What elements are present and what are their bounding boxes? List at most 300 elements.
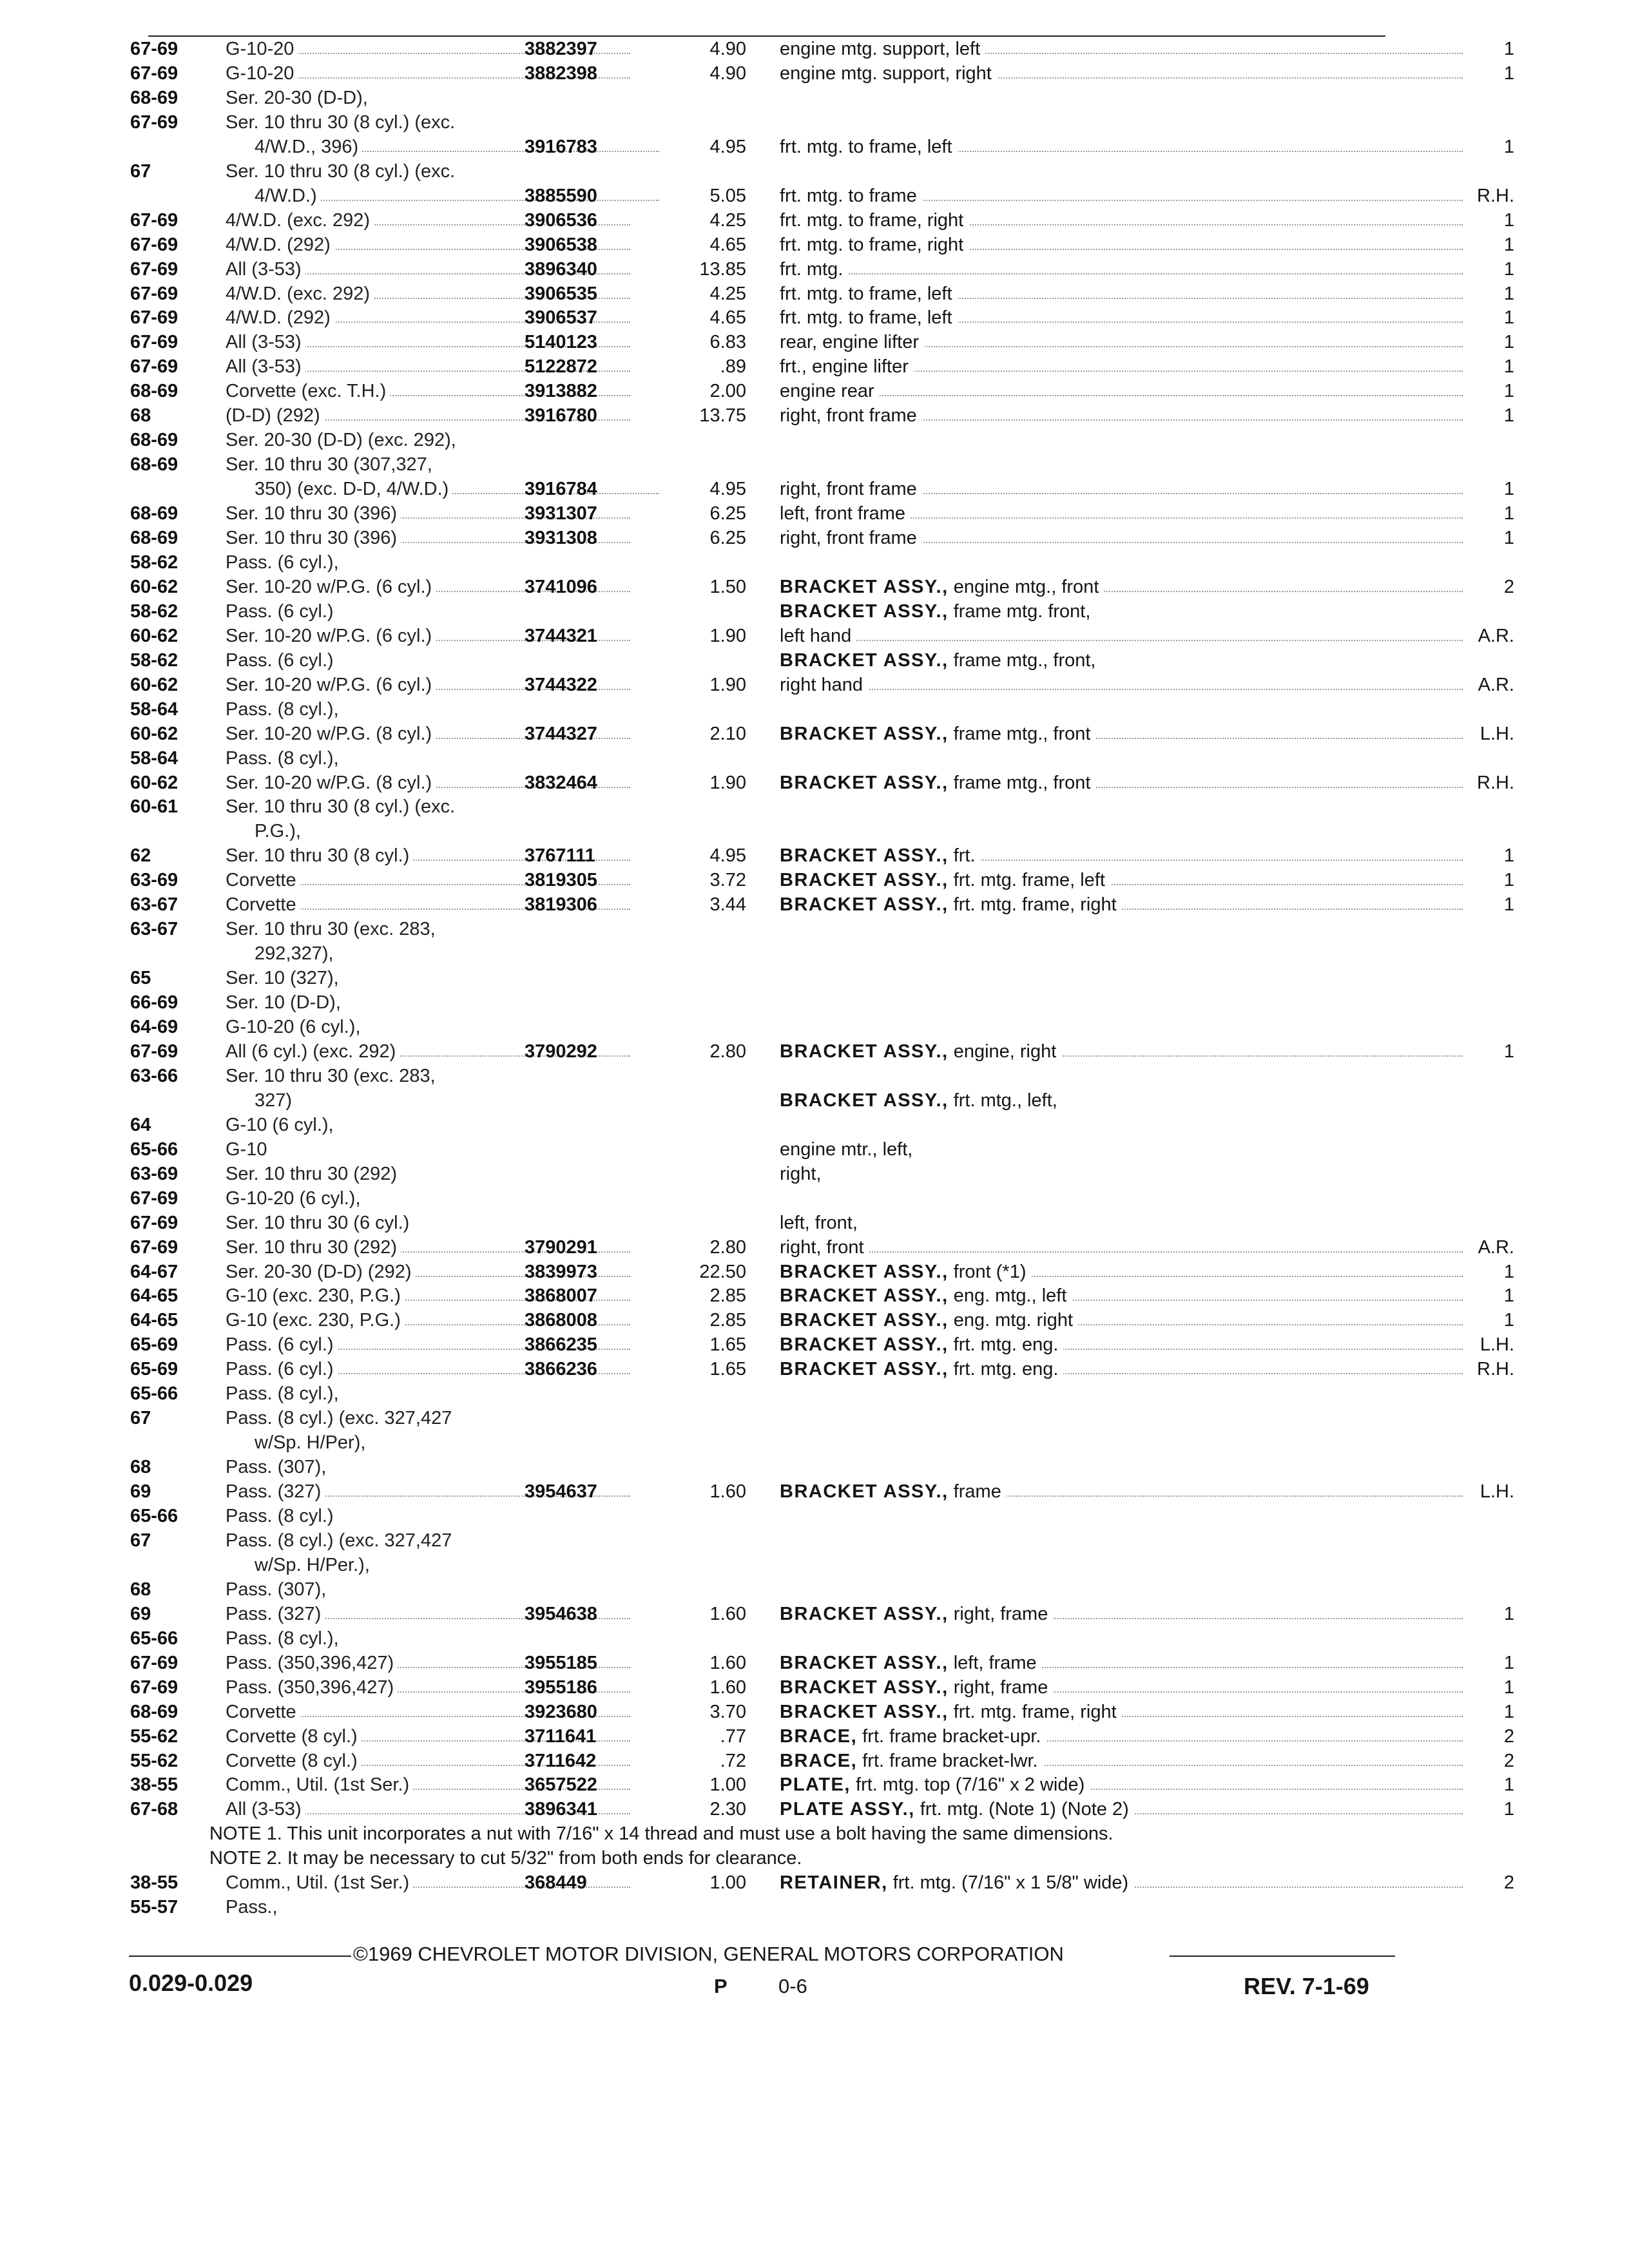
parts-row [116, 649, 1405, 673]
part-number: 3741096 [525, 576, 597, 597]
part-number: 3896341 [525, 1799, 597, 1820]
description-text: frame mtg., front [953, 772, 1091, 793]
parts-row [116, 453, 1405, 477]
description-text: frt. mtg. to frame, left [780, 136, 952, 157]
list-price: 1.00 [709, 1774, 746, 1796]
list-price: 2.00 [709, 381, 746, 402]
description-cell [780, 673, 1463, 697]
list-price: 4.65 [709, 234, 746, 255]
model-cell [255, 477, 659, 501]
description-cell [780, 1211, 1463, 1235]
model-application: G-10 [226, 1139, 271, 1160]
parts-row [116, 1162, 1405, 1186]
parts-row [116, 747, 1405, 771]
model-application: Ser. 10 (D-D), [226, 992, 345, 1013]
parts-row [116, 844, 1514, 868]
parts-row [116, 893, 1514, 917]
parts-row [116, 1749, 1514, 1773]
description-cell [780, 355, 1463, 379]
part-name: BRACKET ASSY., [780, 601, 949, 622]
model-cell [226, 428, 630, 452]
part-description [780, 1481, 1007, 1502]
model-years: 67-69 [130, 283, 178, 304]
model-application: Ser. 20-30 (D-D), [226, 88, 372, 108]
section-code: 0.029-0.029 [129, 1970, 253, 1996]
part-description [780, 1041, 1061, 1062]
parts-row [116, 1456, 1405, 1479]
description-text: right, front [780, 1236, 864, 1258]
dot-leader [780, 395, 1463, 396]
model-years: 68-69 [130, 454, 178, 476]
parts-row [116, 111, 1405, 135]
part-name: BRACKET ASSY., [780, 894, 949, 916]
description-text: frame mtg. front, [953, 601, 1091, 622]
model-years: 60-62 [130, 625, 178, 646]
quantity: 1 [1503, 1652, 1514, 1673]
description-cell [780, 37, 1463, 61]
model-cell [255, 1089, 659, 1113]
model-years: 60-62 [130, 576, 178, 597]
model-cell [226, 698, 630, 722]
list-price: 1.50 [709, 576, 746, 597]
model-application: Ser. 10-20 w/P.G. (8 cyl.) [226, 773, 436, 793]
description-cell [780, 1651, 1463, 1675]
part-number: 3931308 [525, 528, 597, 548]
parts-row [116, 869, 1514, 892]
model-cell [226, 1138, 630, 1162]
part-number: 3839973 [525, 1261, 597, 1282]
parts-row [116, 1309, 1514, 1332]
part-description [780, 381, 880, 401]
list-price: 4.95 [709, 479, 746, 500]
model-application: G-10 (6 cyl.), [226, 1115, 338, 1135]
description-text: engine mtr., left, [780, 1139, 913, 1160]
model-cell [226, 747, 630, 771]
description-cell [780, 1700, 1463, 1724]
list-price: .77 [720, 1725, 746, 1747]
part-description [780, 1751, 1043, 1771]
model-years: 67-69 [130, 1677, 178, 1698]
model-application: Ser. 10 thru 30 (8 cyl.) (exc. [226, 796, 459, 817]
description-text: right, frame [953, 1677, 1048, 1698]
parts-row [116, 37, 1514, 61]
model-application: Pass. (307), [226, 1579, 330, 1600]
model-cell [226, 795, 630, 819]
list-price: 1.60 [709, 1652, 746, 1673]
quantity: 1 [1503, 136, 1514, 157]
quantity: A.R. [1478, 1236, 1514, 1258]
top-rule [148, 35, 1385, 37]
part-number: 3923680 [525, 1701, 597, 1722]
list-price: 1.90 [709, 772, 746, 793]
model-application: Ser. 10-20 w/P.G. (8 cyl.) [226, 724, 436, 744]
model-application: 4/W.D. (exc. 292) [226, 284, 374, 304]
parts-row [116, 1382, 1405, 1406]
description-text: engine mtg. support, right [780, 62, 992, 84]
part-number: 3819306 [525, 894, 597, 916]
quantity: 1 [1503, 1774, 1514, 1796]
model-application: Ser. 10 thru 30 (exc. 283, [226, 1066, 439, 1086]
description-text: left, front frame [780, 503, 906, 524]
list-price: 1.65 [709, 1359, 746, 1380]
parts-row [116, 477, 1514, 501]
quantity: A.R. [1478, 674, 1514, 695]
model-years: 68-69 [130, 528, 178, 548]
description-cell [780, 771, 1463, 795]
part-number: 3906535 [525, 283, 597, 304]
parts-row [116, 258, 1514, 282]
model-years: 67 [130, 160, 151, 182]
model-years: 68 [130, 405, 151, 427]
model-cell [226, 551, 630, 575]
parts-row [116, 1407, 1405, 1430]
footer-rule-left [129, 1956, 351, 1957]
quantity: 1 [1503, 332, 1514, 353]
parts-row [116, 86, 1405, 110]
model-years: 65-66 [130, 1383, 178, 1405]
description-cell [780, 722, 1463, 746]
model-years: 68-69 [130, 430, 178, 451]
part-description [780, 773, 1095, 793]
part-name: BRACKET ASSY., [780, 1285, 949, 1307]
description-text: frame mtg., front, [953, 649, 1096, 671]
quantity: 1 [1503, 845, 1514, 867]
part-name: BRACE, [780, 1750, 858, 1771]
part-description [780, 186, 922, 206]
note-text: NOTE 1. This unit incorporates a nut with 7/16" x 14 thread and must use a bolt having the same dimensions. [209, 1823, 1113, 1845]
list-price: 1.60 [709, 1481, 746, 1503]
dot-leader [780, 640, 1463, 641]
description-text: frt. mtg. to frame, left [780, 283, 952, 304]
model-years: 67-69 [130, 307, 178, 329]
model-application: Pass. (6 cyl.), [226, 552, 343, 573]
parts-row [116, 306, 1514, 330]
part-name: BRACKET ASSY., [780, 576, 949, 597]
model-application: Pass. (8 cyl.) [226, 1506, 338, 1526]
description-text: frt. mtg., left, [953, 1090, 1057, 1111]
quantity: 1 [1503, 528, 1514, 548]
model-application: Corvette (8 cyl.) [226, 1726, 361, 1747]
model-years: 67-69 [130, 1212, 178, 1233]
description-text: engine mtg., front [953, 576, 1099, 597]
parts-row [116, 1651, 1514, 1675]
model-years: 60-62 [130, 674, 178, 695]
quantity: 2 [1503, 1872, 1514, 1894]
model-years: 60-61 [130, 796, 178, 818]
part-name: BRACKET ASSY., [780, 1603, 949, 1624]
model-application: Comm., Util. (1st Ser.) [226, 1774, 413, 1795]
list-price: 5.05 [709, 185, 746, 206]
parts-row [116, 1896, 1405, 1919]
quantity: 1 [1503, 209, 1514, 231]
parts-row [116, 380, 1514, 403]
part-description [780, 675, 868, 695]
description-text: front (*1) [953, 1261, 1027, 1282]
page-number: 0-6 [778, 1975, 807, 1997]
quantity: 2 [1503, 576, 1514, 597]
model-cell [226, 991, 630, 1015]
description-text: left, front, [780, 1212, 858, 1233]
parts-row [116, 428, 1405, 452]
part-name: BRACKET ASSY., [780, 845, 949, 867]
list-price: 3.44 [709, 894, 746, 916]
model-years: 60-62 [130, 772, 178, 793]
part-description [780, 1702, 1122, 1722]
model-cell [255, 184, 659, 208]
part-description [780, 528, 922, 548]
model-years: 58-62 [130, 649, 178, 671]
description-text: engine rear [780, 381, 874, 402]
list-price: .89 [720, 356, 746, 378]
model-application: Pass. (8 cyl.), [226, 1383, 343, 1404]
parts-row [116, 624, 1514, 648]
model-years: 65-69 [130, 1359, 178, 1380]
model-years: 67 [130, 1408, 151, 1429]
model-years: 68-69 [130, 381, 178, 402]
model-years: 64-69 [130, 1017, 178, 1037]
list-price: .72 [720, 1750, 746, 1771]
part-number: 3896340 [525, 258, 597, 280]
part-number: 3906538 [525, 234, 597, 255]
parts-row [116, 1725, 1514, 1749]
part-number: 3832464 [525, 772, 597, 793]
model-application: Ser. 10 thru 30 (6 cyl.) [226, 1213, 413, 1233]
description-cell [780, 404, 1463, 428]
parts-row [116, 942, 1405, 966]
model-cell [226, 1627, 630, 1651]
part-description [780, 307, 958, 328]
part-description [780, 1334, 1063, 1355]
quantity: 1 [1503, 503, 1514, 524]
parts-row [116, 722, 1514, 746]
part-name: PLATE, [780, 1774, 851, 1796]
description-cell [780, 869, 1463, 892]
part-number: 3954638 [525, 1603, 597, 1624]
part-number: 368449 [525, 1872, 587, 1894]
quantity: 1 [1503, 1603, 1514, 1624]
part-name: BRACKET ASSY., [780, 1334, 949, 1356]
quantity: 1 [1503, 62, 1514, 84]
description-cell [780, 526, 1463, 550]
model-years: 68-69 [130, 1701, 178, 1722]
part-description [780, 39, 985, 59]
model-cell [226, 1211, 630, 1235]
quantity: 1 [1503, 405, 1514, 427]
model-years: 67-69 [130, 62, 178, 84]
description-text: frt. mtg. [780, 258, 843, 280]
parts-row [116, 795, 1405, 819]
description-cell [780, 233, 1463, 257]
part-description [780, 1139, 918, 1160]
model-years: 62 [130, 845, 151, 867]
description-cell [780, 1871, 1463, 1895]
list-price: 1.00 [709, 1872, 746, 1894]
description-text: right, front frame [780, 479, 917, 500]
description-cell [780, 1333, 1463, 1357]
model-years: 58-64 [130, 698, 178, 720]
parts-row [116, 551, 1405, 575]
part-number: 3868008 [525, 1310, 597, 1331]
quantity: 1 [1503, 283, 1514, 304]
part-description [780, 1213, 863, 1233]
parts-row [116, 1529, 1405, 1553]
model-cell [226, 600, 630, 624]
model-years: 68 [130, 1579, 151, 1600]
description-cell [780, 1284, 1463, 1308]
model-application: Pass. (327) [226, 1604, 325, 1624]
quantity: 1 [1503, 479, 1514, 500]
parts-row [116, 1040, 1514, 1064]
model-application: Pass. (8 cyl.) (exc. 327,427 [226, 1408, 456, 1428]
part-number: 3916780 [525, 405, 597, 427]
model-cell [255, 942, 659, 966]
parts-row [116, 771, 1514, 795]
model-years: 55-62 [130, 1725, 178, 1747]
model-application: Ser. 10-20 w/P.G. (6 cyl.) [226, 577, 436, 597]
model-years: 67-69 [130, 332, 178, 353]
list-price: 2.10 [709, 723, 746, 744]
description-text: frt. mtg. frame, left [953, 870, 1105, 891]
model-cell [226, 160, 630, 184]
part-description [780, 1262, 1032, 1282]
model-years: 67-69 [130, 209, 178, 231]
description-text: right, [780, 1163, 822, 1184]
model-application: Ser. 10 thru 30 (307,327, [226, 454, 436, 475]
model-cell [226, 1064, 630, 1088]
part-description [780, 1090, 1063, 1111]
revision-label: REV. 7-1-69 [1244, 1973, 1369, 1999]
quantity: L.H. [1480, 1481, 1514, 1503]
description-text: left, frame [953, 1652, 1037, 1673]
list-price: 1.90 [709, 625, 746, 646]
model-years: 67-69 [130, 39, 178, 59]
part-name: RETAINER, [780, 1872, 888, 1894]
description-text: frt., engine lifter [780, 356, 909, 378]
model-application: Pass. (307), [226, 1457, 330, 1477]
parts-row [116, 1236, 1514, 1260]
description-text: frt. [953, 845, 976, 867]
parts-row [116, 1358, 1514, 1381]
model-years: 64-65 [130, 1285, 178, 1307]
part-description [780, 870, 1110, 890]
copyright-line: ©1969 CHEVROLET MOTOR DIVISION, GENERAL MOTORS CORPORATION [353, 1943, 1064, 1965]
part-name: BRACKET ASSY., [780, 1261, 949, 1282]
model-application: 327) [255, 1090, 296, 1111]
description-cell [780, 135, 1463, 159]
list-price: 4.90 [709, 39, 746, 59]
description-cell [780, 893, 1463, 917]
model-years: 68 [130, 1457, 151, 1478]
model-years: 55-62 [130, 1750, 178, 1771]
description-cell [780, 1358, 1463, 1381]
part-number: 3790291 [525, 1236, 597, 1258]
model-years: 38-55 [130, 1872, 178, 1894]
model-cell [226, 1162, 630, 1186]
dot-leader [780, 273, 1463, 274]
description-text: frt. frame bracket-upr. [862, 1725, 1041, 1747]
model-cell [226, 1578, 630, 1602]
parts-row [116, 1138, 1405, 1162]
model-years: 60-62 [130, 723, 178, 744]
description-text: frt. mtg. to frame, right [780, 209, 964, 231]
parts-row [116, 1260, 1514, 1284]
model-years: 67-69 [130, 1187, 178, 1209]
part-number: 3711641 [525, 1725, 597, 1747]
part-description [780, 1726, 1046, 1747]
model-application: Pass. (8 cyl.) (exc. 327,427 [226, 1530, 456, 1551]
part-name: BRACKET ASSY., [780, 723, 949, 744]
parts-row [116, 502, 1514, 526]
description-text: engine, right [953, 1041, 1057, 1062]
parts-row [116, 575, 1514, 599]
part-description [780, 1237, 869, 1258]
description-cell [780, 1138, 1463, 1162]
model-application: Pass., [226, 1897, 282, 1917]
description-text: frt. mtg. to frame, left [780, 307, 952, 329]
model-application: Ser. 10-20 w/P.G. (6 cyl.) [226, 675, 436, 695]
model-years: 67-69 [130, 356, 178, 378]
quantity: 1 [1503, 1677, 1514, 1698]
list-price: 2.30 [709, 1799, 746, 1820]
description-cell [780, 1162, 1463, 1186]
part-description [780, 284, 958, 304]
part-name: BRACKET ASSY., [780, 870, 949, 891]
model-application: Corvette [226, 1702, 300, 1722]
parts-row [116, 209, 1514, 233]
description-text: frame mtg., front [953, 723, 1091, 744]
model-years: 58-62 [130, 552, 178, 573]
parts-row [116, 918, 1405, 941]
description-text: right, front frame [780, 528, 917, 548]
list-price: 13.75 [699, 405, 746, 427]
part-description [780, 1653, 1042, 1673]
parts-row [116, 1015, 1405, 1039]
part-number: 3913882 [525, 381, 597, 402]
part-name: BRACKET ASSY., [780, 649, 949, 671]
part-number: 3906536 [525, 209, 597, 231]
note-text: NOTE 2. It may be necessary to cut 5/32" from both ends for clearance. [209, 1848, 802, 1869]
quantity: L.H. [1480, 723, 1514, 744]
description-text: eng. mtg., left [953, 1285, 1067, 1307]
model-application: Pass. (350,396,427) [226, 1653, 398, 1673]
description-text: frt. mtg. frame, right [953, 1701, 1117, 1722]
model-application: G-10-20 (6 cyl.), [226, 1017, 365, 1037]
model-cell [226, 966, 630, 990]
model-years: 65-66 [130, 1506, 178, 1526]
model-application: Ser. 10 thru 30 (292) [226, 1237, 401, 1258]
description-cell [780, 649, 1463, 673]
description-cell [780, 1089, 1463, 1113]
model-application: Corvette [226, 894, 300, 915]
list-price: 2.80 [709, 1041, 746, 1062]
model-application: Ser. 20-30 (D-D) (exc. 292), [226, 430, 460, 450]
model-application: w/Sp. H/Per.), [255, 1555, 374, 1575]
part-name: BRACKET ASSY., [780, 1701, 949, 1722]
parts-row [116, 1700, 1514, 1724]
part-description [780, 356, 914, 377]
model-application: All (6 cyl.) (exc. 292) [226, 1041, 400, 1062]
parts-row [116, 600, 1405, 624]
model-cell [255, 820, 659, 843]
model-cell [226, 649, 630, 673]
description-text: eng. mtg. right [953, 1310, 1074, 1331]
model-cell [255, 135, 659, 159]
parts-row [116, 331, 1514, 354]
parts-row [116, 184, 1514, 208]
part-name: BRACKET ASSY., [780, 772, 949, 793]
part-name: BRACKET ASSY., [780, 1090, 949, 1111]
model-application: All (3-53) [226, 259, 305, 280]
